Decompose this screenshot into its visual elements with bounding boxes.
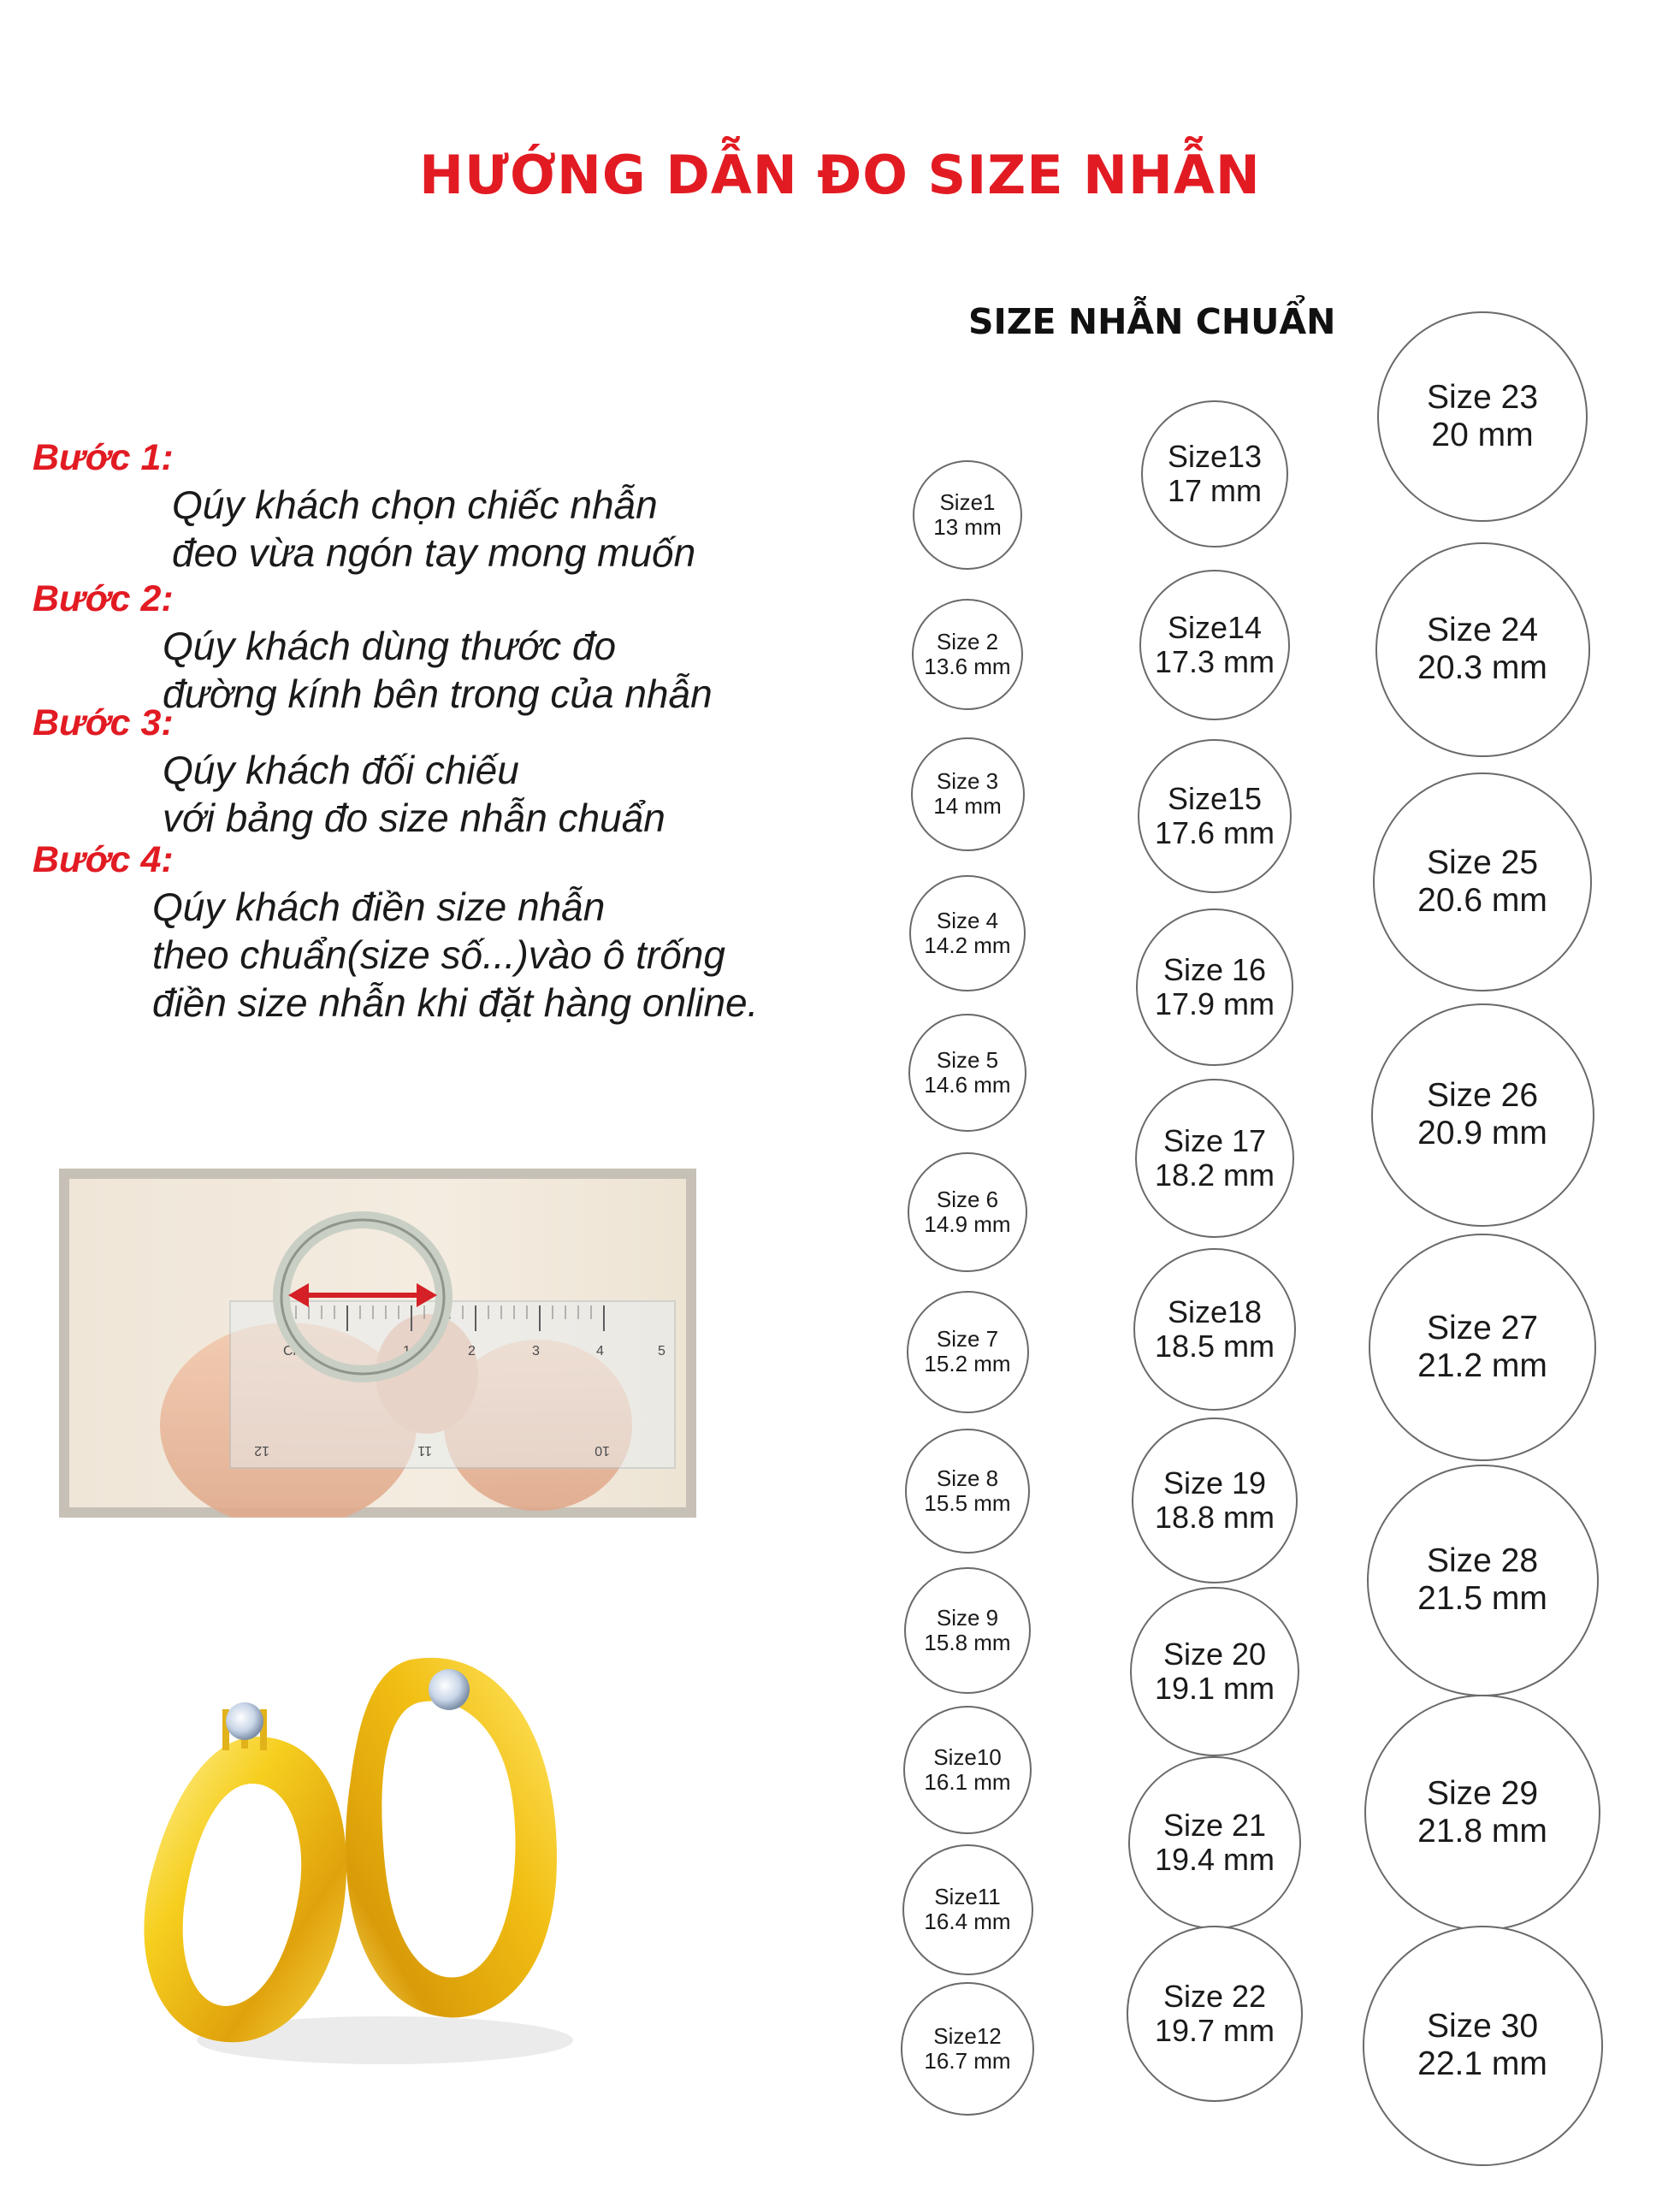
step-1	[33, 435, 888, 577]
size-circle	[912, 599, 1024, 711]
size-label: Size 29	[1426, 1775, 1539, 1813]
ruler-label: 3	[532, 1344, 540, 1358]
size-label: Size 28	[1426, 1542, 1539, 1580]
diameter-label: 19.7 mm	[1154, 2012, 1275, 2048]
size-label: Size18	[1167, 1293, 1263, 1329]
step-text-line: theo chuẩn(size số...)vào ô trống	[152, 932, 725, 977]
size-circle	[911, 737, 1025, 851]
size-label: Size 5	[936, 1046, 999, 1073]
step-text-line: Qúy khách điền size nhẫn	[152, 885, 606, 929]
size-circle	[908, 1014, 1026, 1132]
size-label: Size 24	[1426, 612, 1539, 649]
step-2	[33, 576, 888, 718]
ruler-label: 4	[596, 1344, 604, 1358]
diameter-label: 16.4 mm	[924, 1909, 1011, 1934]
size-circle	[905, 1429, 1030, 1554]
step-label: Bước 1:	[33, 437, 174, 478]
front-gold-ring	[144, 1737, 346, 2042]
size-label: Size10	[933, 1743, 1002, 1770]
size-circle	[1367, 1465, 1599, 1696]
size-chart-heading: SIZE NHẪN CHUẨN	[968, 301, 1336, 342]
size-label: Size 9	[936, 1604, 999, 1631]
diameter-label: 14.6 mm	[924, 1072, 1011, 1098]
size-circle	[1128, 1756, 1301, 1929]
step-text-line: với bảng đo size nhẫn chuẩn	[163, 796, 665, 840]
size-label: Size15	[1167, 780, 1263, 816]
diameter-label: 18.5 mm	[1154, 1329, 1275, 1364]
size-circle	[908, 1152, 1028, 1273]
size-circle	[903, 1706, 1032, 1835]
diameter-label: 14.9 mm	[924, 1211, 1011, 1237]
ruler-label: Cm	[283, 1344, 305, 1358]
size-label: Size13	[1167, 438, 1263, 474]
size-label: Size 30	[1426, 2008, 1539, 2045]
size-label: Size 7	[936, 1325, 999, 1352]
step-label: Bước 3:	[33, 702, 174, 743]
size-circle	[1377, 311, 1588, 522]
diameter-label: 21.8 mm	[1417, 1813, 1547, 1850]
ruler-label: 2	[468, 1344, 476, 1358]
size-circle	[1371, 1003, 1594, 1227]
size-circle	[1130, 1587, 1299, 1756]
diameter-label: 15.2 mm	[924, 1351, 1011, 1376]
step-label: Bước 4:	[33, 839, 174, 880]
step-text-line: Qúy khách dùng thước đo	[163, 624, 617, 668]
ruler-label: 11	[417, 1443, 432, 1458]
size-circle	[907, 1291, 1029, 1413]
diameter-label: 20.9 mm	[1417, 1115, 1547, 1151]
size-circle	[1132, 1418, 1298, 1583]
size-circle	[1139, 570, 1290, 720]
size-label: Size1	[939, 488, 996, 515]
ruler-label: 5	[658, 1344, 665, 1358]
diamond-gem	[226, 1702, 263, 1740]
size-circle	[909, 875, 1026, 991]
step-3	[33, 700, 888, 842]
size-circle	[1138, 739, 1291, 892]
size-circle	[902, 1844, 1033, 1975]
front-ring-setting	[222, 1702, 267, 1750]
size-circle	[1133, 1248, 1297, 1412]
ruler-label: 1	[403, 1344, 411, 1358]
size-label: Size 22	[1162, 1978, 1267, 2014]
diameter-label: 18.2 mm	[1154, 1157, 1275, 1193]
size-circle	[1127, 1926, 1302, 2101]
size-circle	[1141, 400, 1288, 548]
back-gold-ring	[346, 1658, 557, 2018]
step-text-line: đường kính bên trong của nhẫn	[163, 672, 713, 716]
ruler-label: 12	[254, 1443, 269, 1458]
diameter-label: 19.4 mm	[1154, 1841, 1275, 1877]
diameter-label: 17 mm	[1167, 473, 1263, 508]
diameter-label: 20.3 mm	[1417, 649, 1547, 686]
step-text-line: Qúy khách đối chiếu	[163, 748, 519, 792]
diameter-label: 13.6 mm	[924, 654, 1011, 679]
size-label: Size12	[933, 2022, 1002, 2049]
size-label: Size14	[1167, 609, 1263, 645]
diameter-label: 14 mm	[933, 793, 1002, 819]
diameter-label: 15.8 mm	[924, 1630, 1011, 1655]
step-text-line: điền size nhẫn khi đặt hàng online.	[152, 980, 759, 1025]
step-4	[33, 837, 888, 1027]
size-label: Size 27	[1426, 1310, 1539, 1347]
size-circle	[1375, 542, 1590, 757]
diameter-label: 17.9 mm	[1154, 986, 1275, 1021]
diameter-label: 20.6 mm	[1417, 882, 1547, 919]
size-label: Size 26	[1426, 1077, 1539, 1115]
size-label: Size 23	[1426, 379, 1539, 417]
diameter-label: 21.5 mm	[1417, 1580, 1547, 1617]
size-label: Size 2	[936, 628, 999, 654]
size-label: Size 17	[1162, 1122, 1267, 1158]
size-circle	[913, 460, 1022, 570]
size-circle	[1369, 1234, 1596, 1461]
diameter-label: 20 mm	[1431, 417, 1534, 453]
page-title: HƯỚNG DẪN ĐO SIZE NHẪN	[419, 144, 1261, 206]
diameter-label: 14.2 mm	[924, 932, 1011, 958]
diameter-label: 16.1 mm	[924, 1769, 1011, 1795]
diameter-label: 22.1 mm	[1417, 2045, 1547, 2082]
diameter-label: 15.5 mm	[924, 1490, 1011, 1516]
size-label: Size 16	[1162, 951, 1267, 987]
diameter-label: 17.6 mm	[1154, 814, 1275, 850]
diamond-gem	[429, 1669, 470, 1710]
size-label: Size 8	[936, 1465, 999, 1491]
size-label: Size 21	[1162, 1807, 1267, 1843]
size-label: Size 25	[1426, 844, 1539, 882]
step-text-line: đeo vừa ngón tay mong muốn	[172, 530, 696, 575]
step-label: Bước 2:	[33, 578, 174, 619]
size-label: Size 19	[1162, 1465, 1267, 1500]
size-circle	[1364, 1695, 1600, 1931]
size-circle	[904, 1567, 1031, 1694]
diameter-label: 13 mm	[933, 514, 1002, 540]
size-label: Size 3	[936, 767, 999, 794]
size-circle	[1363, 1926, 1603, 2166]
measuring-illustration	[59, 1169, 696, 1518]
size-label: Size 6	[936, 1186, 999, 1212]
size-label: Size 4	[936, 907, 999, 933]
size-circle	[1136, 909, 1293, 1065]
ring-measuring-photo	[59, 1169, 696, 1518]
size-label: Size 20	[1162, 1636, 1267, 1672]
diameter-label: 18.8 mm	[1154, 1499, 1275, 1535]
diameter-label: 17.3 mm	[1154, 643, 1275, 679]
wedding-rings-illustration	[103, 1608, 616, 2087]
ruler-label: 10	[595, 1443, 610, 1458]
diameter-label: 21.2 mm	[1417, 1347, 1547, 1384]
size-circle	[1373, 772, 1592, 991]
step-text-line: Qúy khách chọn chiếc nhẫn	[172, 482, 658, 527]
gold-rings-image	[103, 1608, 616, 2087]
size-label: Size11	[934, 1883, 1001, 1909]
diameter-label: 19.1 mm	[1154, 1670, 1275, 1706]
size-circle	[1135, 1079, 1295, 1239]
size-circle	[901, 1982, 1034, 2116]
diameter-label: 16.7 mm	[924, 2048, 1011, 2074]
